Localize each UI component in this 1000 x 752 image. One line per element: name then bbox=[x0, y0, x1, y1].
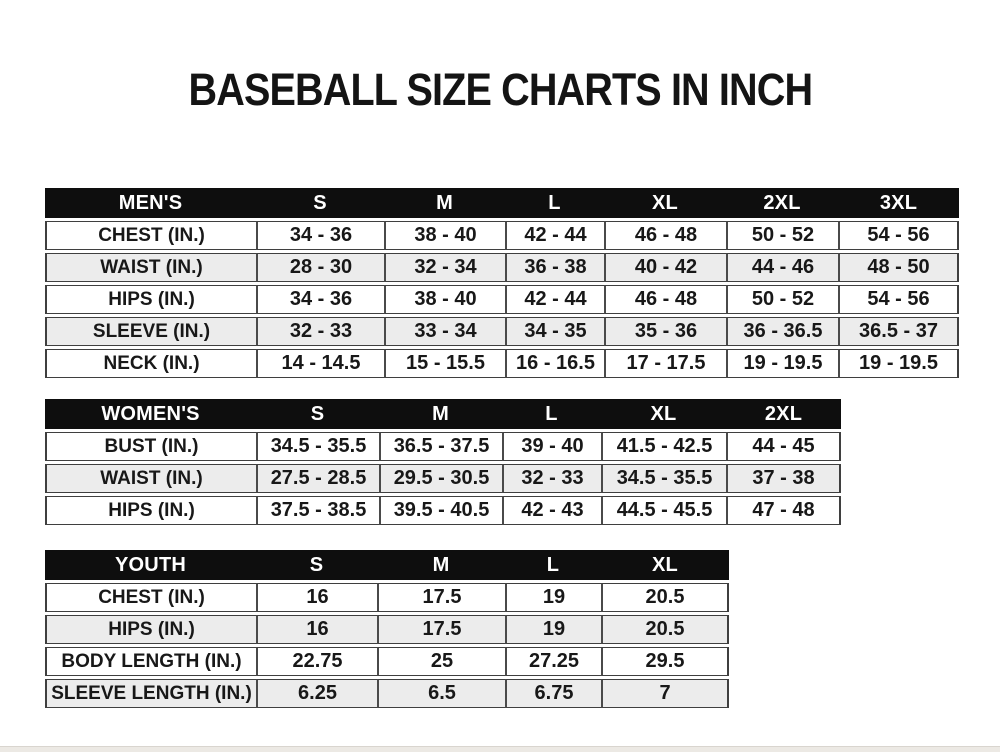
measurement-label-cell: SLEEVE (IN.) bbox=[45, 317, 256, 346]
mens-header-row bbox=[45, 188, 959, 218]
size-column-header: XL bbox=[601, 399, 726, 429]
size-value-cell: 17.5 bbox=[377, 583, 505, 612]
size-value-cell: 32 - 33 bbox=[256, 317, 384, 346]
table-row bbox=[45, 464, 841, 493]
measurement-label-cell: HIPS (IN.) bbox=[45, 615, 256, 644]
size-value-cell: 36.5 - 37.5 bbox=[379, 432, 502, 461]
size-value-cell: 27.5 - 28.5 bbox=[256, 464, 379, 493]
table-row bbox=[45, 285, 959, 314]
table-row bbox=[45, 253, 959, 282]
size-value-cell: 17 - 17.5 bbox=[604, 349, 726, 378]
measurement-label-cell: WAIST (IN.) bbox=[45, 464, 256, 493]
size-value-cell: 32 - 34 bbox=[384, 253, 505, 282]
size-value-cell: 20.5 bbox=[601, 615, 729, 644]
youth-header-row bbox=[45, 550, 729, 580]
measurement-label-cell: HIPS (IN.) bbox=[45, 285, 256, 314]
size-column-header: XL bbox=[601, 550, 729, 580]
size-column-header: S bbox=[256, 188, 384, 218]
size-value-cell: 41.5 - 42.5 bbox=[601, 432, 726, 461]
size-column-header: M bbox=[379, 399, 502, 429]
size-value-cell: 37.5 - 38.5 bbox=[256, 496, 379, 525]
size-value-cell: 15 - 15.5 bbox=[384, 349, 505, 378]
size-value-cell: 34 - 35 bbox=[505, 317, 604, 346]
size-value-cell: 50 - 52 bbox=[726, 221, 838, 250]
size-value-cell: 16 bbox=[256, 615, 377, 644]
size-column-header: M bbox=[377, 550, 505, 580]
size-value-cell: 44.5 - 45.5 bbox=[601, 496, 726, 525]
measurement-label-cell: CHEST (IN.) bbox=[45, 221, 256, 250]
size-value-cell: 36 - 36.5 bbox=[726, 317, 838, 346]
page-title bbox=[0, 64, 1000, 116]
size-value-cell: 16 bbox=[256, 583, 377, 612]
size-value-cell: 44 - 46 bbox=[726, 253, 838, 282]
size-column-header: S bbox=[256, 399, 379, 429]
size-value-cell: 19 - 19.5 bbox=[726, 349, 838, 378]
size-value-cell: 47 - 48 bbox=[726, 496, 841, 525]
size-value-cell: 40 - 42 bbox=[604, 253, 726, 282]
size-value-cell: 20.5 bbox=[601, 583, 729, 612]
table-row bbox=[45, 317, 959, 346]
size-value-cell: 33 - 34 bbox=[384, 317, 505, 346]
measurement-label-cell: WAIST (IN.) bbox=[45, 253, 256, 282]
size-value-cell: 32 - 33 bbox=[502, 464, 601, 493]
size-value-cell: 34.5 - 35.5 bbox=[256, 432, 379, 461]
table-row bbox=[45, 432, 841, 461]
size-column-header: 2XL bbox=[726, 188, 838, 218]
size-value-cell: 27.25 bbox=[505, 647, 601, 676]
table-row bbox=[45, 349, 959, 378]
table-row bbox=[45, 221, 959, 250]
size-column-header: M bbox=[384, 188, 505, 218]
size-value-cell: 34 - 36 bbox=[256, 221, 384, 250]
size-value-cell: 42 - 44 bbox=[505, 285, 604, 314]
size-value-cell: 36.5 - 37 bbox=[838, 317, 959, 346]
size-value-cell: 39.5 - 40.5 bbox=[379, 496, 502, 525]
page-title-text: BASEBALL SIZE CHARTS IN INCH bbox=[188, 64, 812, 115]
mens-group-header: MEN'S bbox=[45, 188, 256, 218]
size-value-cell: 19 bbox=[505, 583, 601, 612]
measurement-label-cell: BODY LENGTH (IN.) bbox=[45, 647, 256, 676]
size-column-header: S bbox=[256, 550, 377, 580]
table-row bbox=[45, 647, 729, 676]
size-column-header: XL bbox=[604, 188, 726, 218]
size-value-cell: 37 - 38 bbox=[726, 464, 841, 493]
size-value-cell: 54 - 56 bbox=[838, 221, 959, 250]
size-value-cell: 7 bbox=[601, 679, 729, 708]
size-value-cell: 38 - 40 bbox=[384, 285, 505, 314]
size-value-cell: 46 - 48 bbox=[604, 221, 726, 250]
size-value-cell: 17.5 bbox=[377, 615, 505, 644]
size-value-cell: 25 bbox=[377, 647, 505, 676]
size-column-header: L bbox=[502, 399, 601, 429]
size-value-cell: 48 - 50 bbox=[838, 253, 959, 282]
size-value-cell: 6.75 bbox=[505, 679, 601, 708]
table-row bbox=[45, 496, 841, 525]
measurement-label-cell: CHEST (IN.) bbox=[45, 583, 256, 612]
size-value-cell: 19 - 19.5 bbox=[838, 349, 959, 378]
table-row bbox=[45, 679, 729, 708]
size-value-cell: 42 - 44 bbox=[505, 221, 604, 250]
mens-table bbox=[45, 185, 959, 381]
size-value-cell: 50 - 52 bbox=[726, 285, 838, 314]
measurement-label-cell: HIPS (IN.) bbox=[45, 496, 256, 525]
size-value-cell: 42 - 43 bbox=[502, 496, 601, 525]
size-value-cell: 29.5 bbox=[601, 647, 729, 676]
size-value-cell: 44 - 45 bbox=[726, 432, 841, 461]
measurement-label-cell: SLEEVE LENGTH (IN.) bbox=[45, 679, 256, 708]
measurement-label-cell: BUST (IN.) bbox=[45, 432, 256, 461]
womens-header-row bbox=[45, 399, 841, 429]
size-value-cell: 22.75 bbox=[256, 647, 377, 676]
size-value-cell: 36 - 38 bbox=[505, 253, 604, 282]
womens-table bbox=[45, 396, 841, 528]
size-column-header: L bbox=[505, 188, 604, 218]
womens-group-header: WOMEN'S bbox=[45, 399, 256, 429]
size-value-cell: 28 - 30 bbox=[256, 253, 384, 282]
size-value-cell: 16 - 16.5 bbox=[505, 349, 604, 378]
size-value-cell: 38 - 40 bbox=[384, 221, 505, 250]
size-value-cell: 14 - 14.5 bbox=[256, 349, 384, 378]
size-value-cell: 39 - 40 bbox=[502, 432, 601, 461]
size-value-cell: 54 - 56 bbox=[838, 285, 959, 314]
bottom-edge-artifact bbox=[0, 746, 1000, 752]
size-column-header: 2XL bbox=[726, 399, 841, 429]
table-row bbox=[45, 615, 729, 644]
measurement-label-cell: NECK (IN.) bbox=[45, 349, 256, 378]
size-value-cell: 29.5 - 30.5 bbox=[379, 464, 502, 493]
size-value-cell: 34 - 36 bbox=[256, 285, 384, 314]
size-value-cell: 19 bbox=[505, 615, 601, 644]
size-value-cell: 35 - 36 bbox=[604, 317, 726, 346]
size-value-cell: 6.5 bbox=[377, 679, 505, 708]
table-row bbox=[45, 583, 729, 612]
youth-group-header: YOUTH bbox=[45, 550, 256, 580]
size-value-cell: 6.25 bbox=[256, 679, 377, 708]
size-value-cell: 34.5 - 35.5 bbox=[601, 464, 726, 493]
youth-table bbox=[45, 547, 729, 711]
size-column-header: 3XL bbox=[838, 188, 959, 218]
size-value-cell: 46 - 48 bbox=[604, 285, 726, 314]
size-column-header: L bbox=[505, 550, 601, 580]
